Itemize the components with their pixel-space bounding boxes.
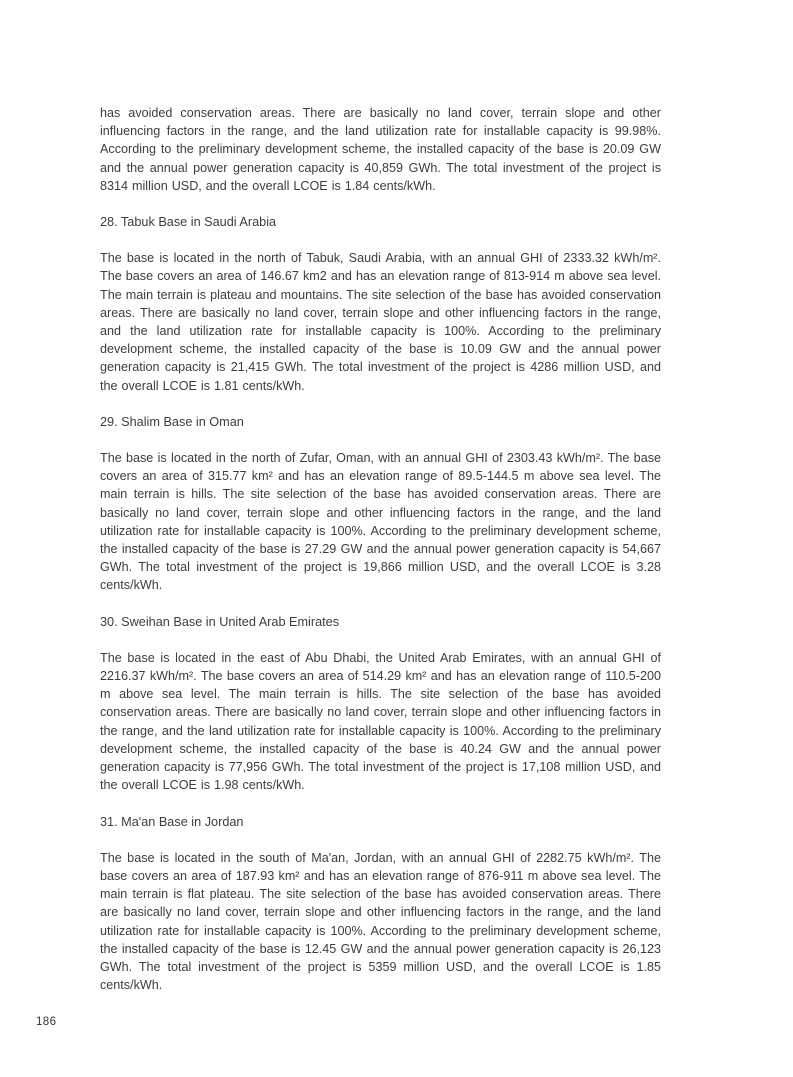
heading-30-sweihan-base: 30. Sweihan Base in United Arab Emirates (100, 614, 340, 629)
page-body (100, 104, 661, 1012)
heading-31-maan-base: 31. Ma'an Base in Jordan (100, 814, 244, 829)
paragraph-31-maan-base: The base is located in the south of Ma'an, Jordan, with an annual GHI of 2282.75 kWh/m². The base covers an area of 187.93 km² and has an elevation range of 876-911 m above sea level. The main terrain is flat plateau. The site selection of the base has avoided conservation areas. There are basically no land cover, terrain slope and other influencing factors in the range, and the land utilization rate for installable capacity is 100%. According to the preliminary development scheme, the installed capacity of the base is 12.45 GW and the annual power generation capacity is 26,123 GWh. The total investment of the project is 5359 million USD, and the overall LCOE is 1.85 cents/kWh. (100, 850, 661, 993)
page-number: 186 (36, 1016, 57, 1028)
paragraph-27-continuation: has avoided conservation areas. There are basically no land cover, terrain slope and other influencing factors in the range, and the land utilization rate for installable capacity is 99.98%. According to the preliminary development scheme, the installed capacity of the base is 20.09 GW and the annual power generation capacity is 40,859 GWh. The total investment of the project is 8314 million USD, and the overall LCOE is 1.84 cents/kWh. (100, 106, 661, 193)
paragraph-30-sweihan-base: The base is located in the east of Abu Dhabi, the United Arab Emirates, with an annual GHI of 2216.37 kWh/m². The base covers an area of 514.29 km² and has an elevation range of 110.5-200 m above sea level. The main terrain is hills. The site selection of the base has avoided conservation areas. There are basically no land cover, terrain slope and other influencing factors in the range, and the land utilization rate for installable capacity is 100%. According to the preliminary development scheme, the installed capacity of the base is 40.24 GW and the annual power generation capacity is 77,956 GWh. The total investment of the project is 17,108 million USD, and the overall LCOE is 1.98 cents/kWh. (100, 650, 661, 793)
paragraph-29-shalim-base: The base is located in the north of Zufar, Oman, with an annual GHI of 2303.43 kWh/m². The base covers an area of 315.77 km² and has an elevation range of 89.5-144.5 m above sea level. The main terrain is hills. The site selection of the base has avoided conservation areas. There are basically no land cover, terrain slope and other influencing factors in the range, and the land utilization rate for installable capacity is 100%. According to the preliminary development scheme, the installed capacity of the base is 27.29 GW and the annual power generation capacity is 54,667 GWh. The total investment of the project is 19,866 million USD, and the overall LCOE is 3.28 cents/kWh. (100, 451, 661, 593)
heading-29-shalim-base: 29. Shalim Base in Oman (100, 414, 244, 429)
paragraph-28-tabuk-base: The base is located in the north of Tabuk, Saudi Arabia, with an annual GHI of 2333.32 kWh/m². The base covers an area of 146.67 km2 and has an elevation range of 813-914 m above sea level. The main terrain is plateau and mountains. The site selection of the base has avoided conservation areas. There are basically no land cover, terrain slope and other influencing factors in the range, and the land utilization rate for installable capacity is 100%. According to the preliminary development scheme, the installed capacity of the base is 10.09 GW and the annual power generation capacity is 21,415 GWh. The total investment of the project is 4286 million USD, and the overall LCOE is 1.81 cents/kWh. (100, 251, 661, 393)
heading-28-tabuk-base: 28. Tabuk Base in Saudi Arabia (100, 215, 277, 230)
